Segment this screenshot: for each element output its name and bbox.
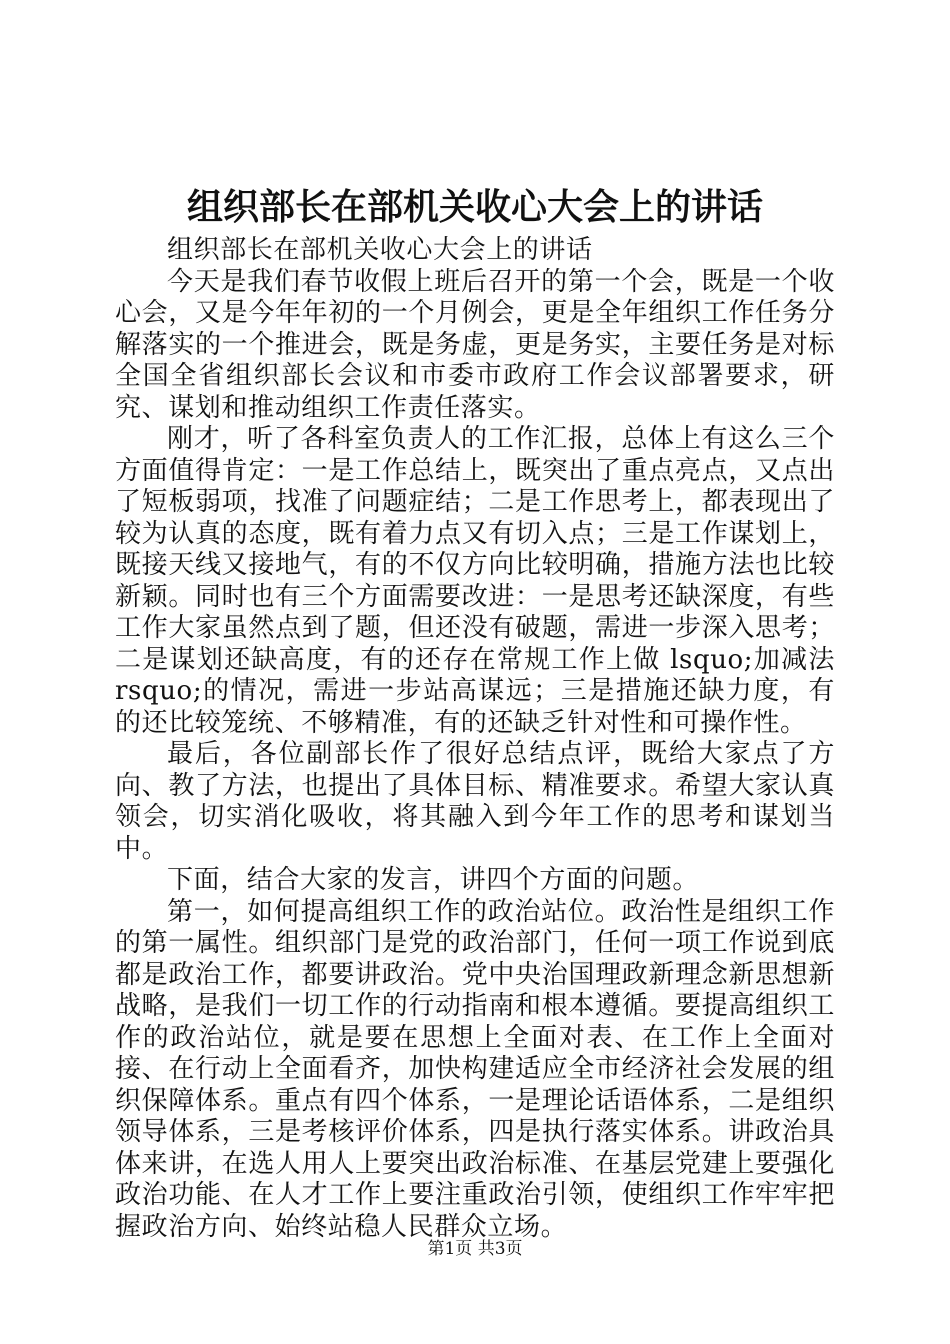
paragraph-point-one: 第一，如何提高组织工作的政治站位。政治性是组织工作的第一属性。组织部门是党的政治部门，任何一项工作说到底都是政治工作，都要讲政治。党中央治国理政新理念新思想新战略，是我们一切工作的行动指南和根本遵循。要提高组织工作的政治站位，就是要在思想上全面对表、在工作上全面对接、在行动上全面看齐，加快构建适应全市经济社会发展的组织保障体系。重点有四个体系，一是理论话语体系，二是组织领导体系，三是考核评价体系，四是执行落实体系。讲政治具体来讲，在选人用人上要突出政治标准、在基层党建上要强化政治功能、在人才工作上要注重政治引领，使组织工作牢牢把握政治方向、始终站稳人民群众立场。	[115, 896, 835, 1242]
document-title: 组织部长在部机关收心大会上的讲话	[186, 187, 763, 228]
paragraph-summary: 最后，各位副部长作了很好总结点评，既给大家点了方向、教了方法，也提出了具体目标、精准要求。希望大家认真领会，切实消化吸收，将其融入到今年工作的思考和谋划当中。	[115, 739, 835, 864]
document-body	[115, 235, 835, 1243]
page-footer: 第1页 共3页	[427, 1239, 523, 1259]
paragraph-review: 刚才，听了各科室负责人的工作汇报，总体上有这么三个方面值得肯定：一是工作总结上，既突出了重点亮点，又点出了短板弱项，找准了问题症结；二是工作思考上，都表现出了较为认真的态度，既有着力点又有切入点；三是工作谋划上，既接天线又接地气，有的不仅方向比较明确，措施方法也比较新颖。同时也有三个方面需要改进：一是思考还缺深度，有些工作大家虽然点到了题，但还没有破题，需进一步深入思考；二是谋划还缺高度，有的还存在常规工作上做 lsquo;加减法 rsquo;的情况，需进一步站高谋远；三是措施还缺力度，有的还比较笼统、不够精准，有的还缺乏针对性和可操作性。	[115, 424, 835, 738]
paragraph-heading-repeat: 组织部长在部机关收心大会上的讲话	[167, 235, 593, 265]
paragraph-intro: 今天是我们春节收假上班后召开的第一个会，既是一个收心会，又是今年年初的一个月例会，更是全年组织工作任务分解落实的一个推进会，既是务虚，更是务实，主要任务是对标全国全省组织部长会议和市委市政府工作会议部署要求，研究、谋划和推动组织工作责任落实。	[115, 266, 835, 423]
paragraph-transition: 下面，结合大家的发言，讲四个方面的问题。	[167, 865, 700, 895]
